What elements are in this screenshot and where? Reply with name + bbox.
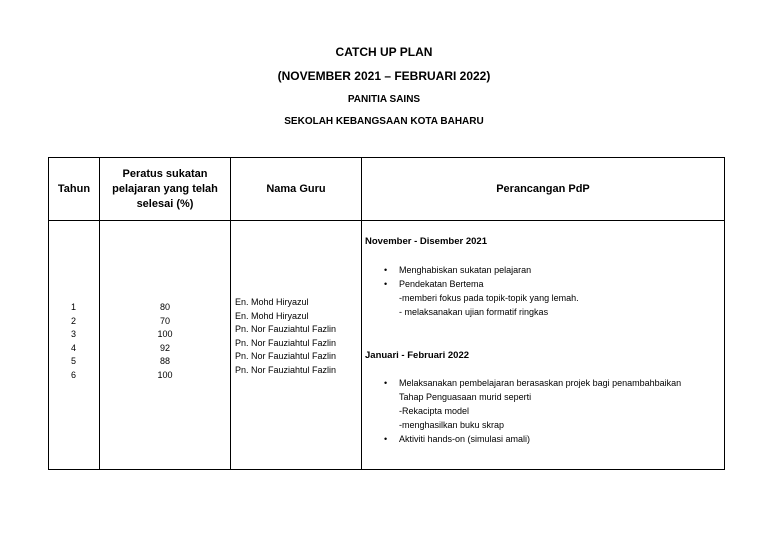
sub-item: -memberi fokus pada topik-topik yang lemah.: [399, 293, 579, 303]
bullet-icon: •: [384, 279, 388, 289]
tahun-cell: [49, 221, 100, 470]
guru-list: [231, 221, 361, 377]
tahun-value: 1: [71, 302, 77, 312]
guru-name: Pn. Nor Fauziahtul Fazlin: [235, 351, 337, 361]
peratus-value: 100: [157, 369, 173, 380]
tahun-list: [49, 221, 99, 382]
list-item: [365, 277, 724, 291]
guru-name: Pn. Nor Fauziahtul Fazlin: [235, 364, 337, 375]
column-header-perancangan: Perancangan PdP: [362, 158, 725, 221]
phase-1-title: November - Disember 2021: [365, 236, 487, 247]
list-item: [365, 432, 724, 446]
guru-name: Pn. Nor Fauziahtul Fazlin: [235, 324, 337, 334]
peratus-value: 88: [159, 356, 170, 366]
list-item: [365, 376, 724, 390]
peratus-cell: [100, 221, 231, 470]
bullet-icon: •: [384, 265, 388, 275]
column-header-nama-guru: Nama Guru: [231, 158, 362, 221]
phase-1-list: [365, 263, 724, 291]
column-header-tahun: Tahun: [49, 158, 100, 221]
sub-item: Tahap Penguasaan murid seperti: [399, 392, 532, 402]
peratus-value: 92: [159, 342, 170, 353]
tahun-value: 4: [71, 342, 77, 353]
guru-name: En. Mohd Hiryazul: [235, 310, 309, 321]
column-header-peratus: [100, 158, 231, 221]
peratus-value: 80: [159, 302, 170, 312]
panel-name: PANITIA SAINS: [347, 94, 421, 105]
sub-item: -menghasilkan buku skrap: [399, 420, 505, 430]
table-row: [49, 221, 725, 470]
guru-name: En. Mohd Hiryazul: [235, 297, 309, 307]
list-item: [365, 263, 724, 277]
guru-name: Pn. Nor Fauziahtul Fazlin: [235, 337, 337, 348]
list-item-text: Aktiviti hands-on (simulasi amali): [399, 434, 531, 444]
list-item-text: Pendekatan Bertema: [399, 279, 484, 289]
catch-up-plan-table: [48, 157, 725, 470]
phase-2-list-continued: [365, 432, 724, 446]
pdp-plan: [362, 221, 724, 446]
perancangan-cell: [362, 221, 725, 470]
tahun-value: 5: [71, 356, 77, 366]
tahun-value: 6: [71, 369, 77, 380]
list-item-text: Melaksanakan pembelajaran berasaskan projek bagi penambahbaikan: [399, 378, 682, 388]
guru-cell: [231, 221, 362, 470]
bullet-icon: •: [384, 378, 388, 388]
list-item-text: Menghabiskan sukatan pelajaran: [399, 265, 532, 275]
peratus-value: 70: [159, 315, 170, 326]
sub-item: - melaksanakan ujian formatif ringkas: [399, 307, 549, 317]
bullet-icon: •: [384, 434, 388, 444]
document-period: (NOVEMBER 2021 – FEBRUARI 2022): [277, 69, 491, 83]
document-title: CATCH UP PLAN: [335, 45, 433, 59]
phase-2-title: Januari - Februari 2022: [365, 350, 470, 361]
peratus-list: [100, 221, 230, 382]
tahun-value: 2: [71, 315, 77, 326]
table-header-row: [49, 158, 725, 221]
column-header-peratus-text: Peratus sukatan pelajaran yang telah selesai (%): [112, 167, 218, 210]
sub-item: -Rekacipta model: [399, 406, 470, 416]
school-name: SEKOLAH KEBANGSAAN KOTA BAHARU: [284, 116, 484, 127]
phase-2-list: [365, 376, 724, 390]
peratus-value: 100: [157, 329, 173, 339]
tahun-value: 3: [71, 329, 77, 339]
